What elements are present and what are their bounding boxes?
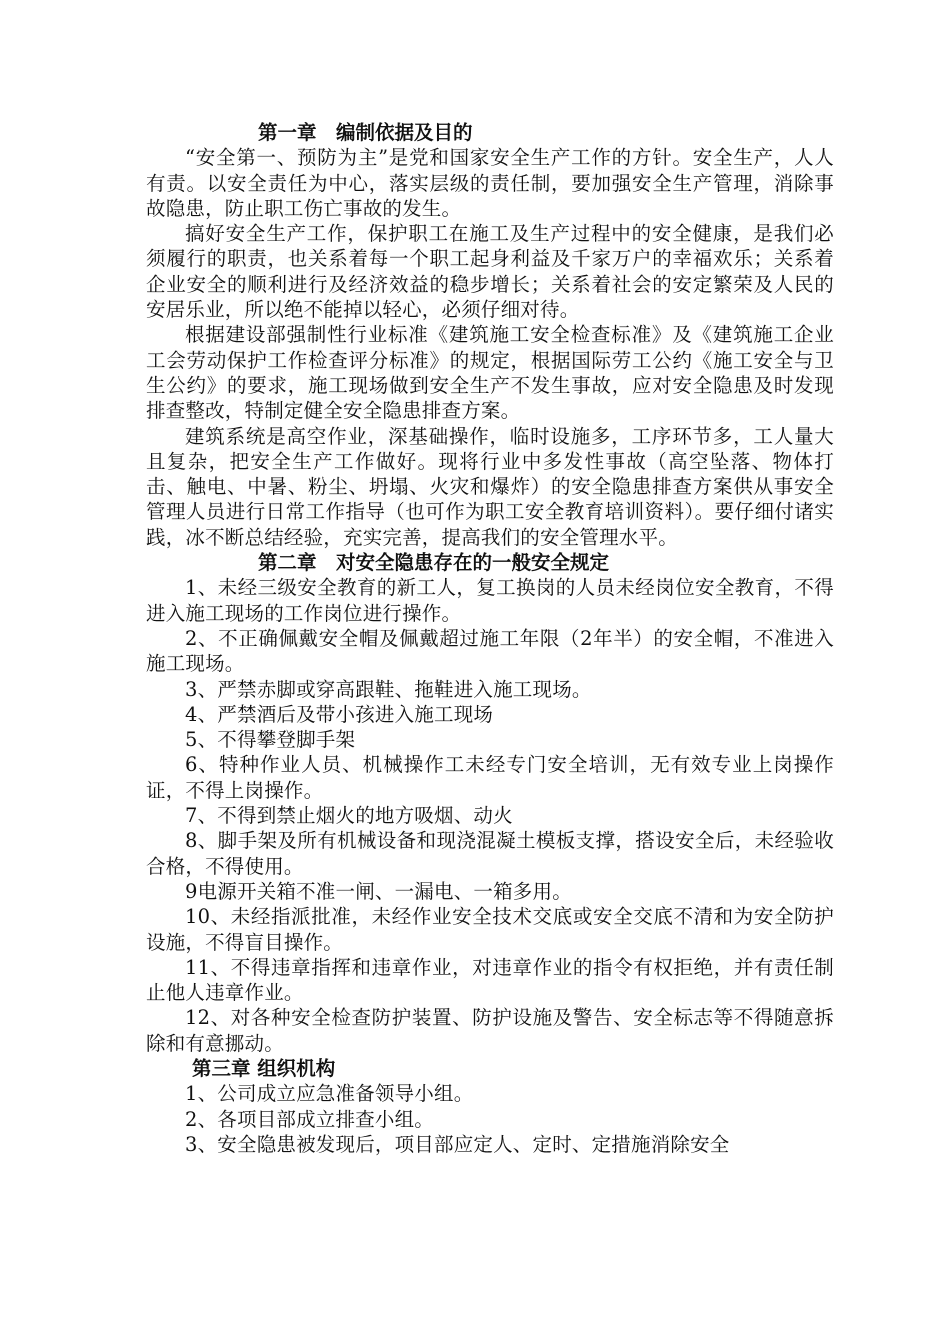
rule-item-12: 12、对各种安全检查防护装置、防护设施及警告、安全标志等不得随意拆除和有意挪动。 <box>146 1006 834 1055</box>
org-item-1: 1、公司成立应急准备领导小组。 <box>185 1082 474 1106</box>
rule-item-2: 2、不正确佩戴安全帽及佩戴超过施工年限（2年半）的安全帽，不准进入施工现场。 <box>146 626 834 676</box>
org-item-3: 3、安全隐患被发现后，项目部应定人、定时、定措施消除安全 <box>185 1132 730 1156</box>
chapter-1-title: 第一章 编制依据及目的 <box>258 121 473 144</box>
document-page <box>146 120 834 1157</box>
rule-item-4: 4、严禁酒后及带小孩进入施工现场 <box>185 702 494 726</box>
chapter-2-title: 第二章 对安全隐患存在的一般安全规定 <box>258 551 610 575</box>
chapter-1-paragraph-3: 根据建设部强制性行业标准《建筑施工安全检查标准》及《建筑施工企业工会劳动保护工作检查评分标准》的规定，根据国际劳工公约《施工安全与卫生公约》的要求，施工现场做到安全生产不发生事故，应对安全隐患及时发现排查整改，特制定健全安全隐患排查方案。 <box>146 323 834 423</box>
rule-item-3: 3、严禁赤脚或穿高跟鞋、拖鞋进入施工现场。 <box>185 677 592 701</box>
chapter-3-title: 第三章 组织机构 <box>192 1056 336 1080</box>
rule-item-10: 10、未经指派批准，未经作业安全技术交底或安全交底不清和为安全防护设施，不得盲目操作。 <box>146 905 834 954</box>
chapter-1-paragraph-2: 搞好安全生产工作，保护职工在施工及生产过程中的安全健康，是我们必须履行的职责，也关系着每一个职工起身利益及千家万户的幸福欢乐；关系着企业安全的顺利进行及经济效益的稳步增长；关系着社会的安定繁荣及人民的安居乐业，所以绝不能掉以轻心，必须仔细对待。 <box>146 222 834 322</box>
rule-item-5: 5、不得攀登脚手架 <box>185 728 356 752</box>
chapter-1-paragraph-1: “安全第一、预防为主”是党和国家安全生产工作的方针。安全生产，人人有责。以安全责任为中心，落实层级的责任制，要加强安全生产管理，消除事故隐患，防止职工伤亡事故的发生。 <box>146 146 834 220</box>
rule-item-6: 6、特种作业人员、机械操作工未经专门安全培训，无有效专业上岗操作证，不得上岗操作。 <box>146 753 834 802</box>
rule-item-11: 11、不得违章指挥和违章作业，对违章作业的指令有权拒绝，并有责任制止他人违章作业。 <box>146 955 834 1005</box>
rule-item-1: 1、未经三级安全教育的新工人，复工换岗的人员未经岗位安全教育，不得进入施工现场的工作岗位进行操作。 <box>146 576 834 625</box>
rule-item-8: 8、脚手架及所有机械设备和现浇混凝土模板支撑，搭设安全后，未经验收合格，不得使用。 <box>146 829 834 878</box>
rule-item-9: 9电源开关箱不准一闸、一漏电、一箱多用。 <box>185 879 572 903</box>
chapter-1-paragraph-4: 建筑系统是高空作业，深基础操作，临时设施多，工序环节多，工人量大且复杂，把安全生产工作做好。现将行业中多发性事故（高空坠落、物体打击、触电、中暑、粉尘、坍塌、火灾和爆炸）的安全隐患排查方案供从事安全管理人员进行日常工作指导（也可作为职工安全教育培训资料）。要仔细付诸实践，冰不断总结经验，充实完善，提高我们的安全管理水平。 <box>146 424 834 549</box>
org-item-2: 2、各项目部成立排查小组。 <box>185 1107 435 1131</box>
rule-item-7: 7、不得到禁止烟火的地方吸烟、动火 <box>185 804 513 828</box>
